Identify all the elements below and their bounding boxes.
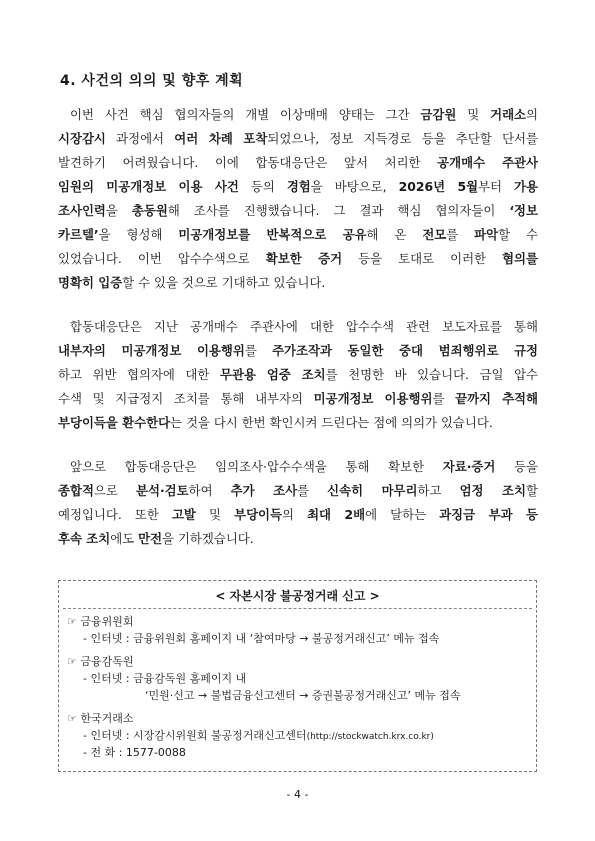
emphasis-text: 신속히 마무리 — [327, 483, 418, 498]
notice-title: < 자본시장 불공정거래 신고 > — [215, 589, 380, 603]
notice-fss-menu: ‘민원·신고 → 불법금융신고센터 → 증권불공정거래신고’ 메뉴 접속 — [145, 689, 461, 702]
paragraph-line: 하고 위반 협의자에 대한 무관용 엄중 조치를 천명한 바 있습니다. 금일 압수 — [58, 367, 539, 382]
emphasis-text: 종합적 — [58, 483, 94, 498]
notice-krx-internet — [83, 729, 434, 744]
paragraph-prior-announcement — [58, 315, 538, 435]
emphasis-text: 2026년 5월 — [398, 179, 479, 194]
emphasis-text: 공개매수 주관사 — [437, 155, 538, 170]
notice-org-fsc: ☞ 금융위원회 — [67, 615, 134, 628]
emphasis-text: 거래소 — [490, 107, 527, 122]
emphasis-text: 후속 조치 — [58, 531, 111, 546]
notice-krx-center: - 인터넷 : 시장감시위원회 불공정거래신고센터 — [83, 729, 307, 742]
paragraph-line: 부당이득을 환수한다는 것을 다시 한번 확인시켜 드린다는 점에 의의가 있습니다. — [58, 415, 493, 430]
emphasis-text: 추가 조사 — [230, 483, 298, 498]
emphasis-text: 자료·증거 — [442, 459, 496, 474]
paragraph-line: 예정입니다. 또한 고발 및 부당이득의 최대 2배에 달하는 과징금 부과 등 — [58, 507, 538, 522]
emphasis-text: 주가조작과 동일한 중대 범죄행위로 규정 — [272, 343, 539, 358]
section-heading: 4. 사건의 의의 및 향후 계획 — [60, 73, 244, 89]
paragraph-significance — [58, 103, 538, 295]
emphasis-text: 파악 — [474, 227, 499, 242]
emphasis-text: 만전 — [138, 531, 163, 546]
emphasis-text: 카르텔’ — [58, 227, 99, 242]
notice-org-krx: ☞ 한국거래소 — [67, 712, 134, 725]
notice-krx-url[interactable]: (http://stockwatch.krx.co.kr) — [306, 732, 434, 742]
report-notice-box — [58, 580, 537, 772]
emphasis-text: 총동원 — [131, 203, 168, 218]
emphasis-text: 미공개정보 이용행위 — [313, 391, 433, 406]
emphasis-text: 가용 — [514, 179, 538, 194]
notice-krx-phone: - 전 화 : 1577-0088 — [83, 746, 186, 759]
emphasis-text: 부당이득을 환수한다 — [58, 415, 171, 430]
emphasis-text: 여러 차례 포착 — [174, 131, 268, 146]
emphasis-text: 미공개정보를 반복적으로 공유 — [178, 227, 367, 242]
emphasis-text: 전모 — [422, 227, 447, 242]
paragraph-line: 임원의 미공개정보 이용 사건 등의 경험을 바탕으로, 2026년 5월부터 가용 — [58, 179, 538, 194]
notice-org-fss: ☞ 금융감독원 — [67, 655, 134, 668]
paragraph-line: 있었습니다. 이번 압수수색으로 확보한 증거 등을 토대로 이러한 혐의를 — [58, 251, 538, 266]
paragraph-line: 이번 사건 핵심 협의자들의 개별 이상매매 양태는 그간 금감원 및 거래소의 — [70, 107, 538, 122]
emphasis-text: ‘정보 — [509, 203, 538, 218]
notice-fsc-internet: - 인터넷 : 금융위원회 홈페이지 내 ‘참여마당 → 불공정거래신고’ 메뉴 접속 — [83, 632, 440, 645]
paragraph-line: 앞으로 합동대응단은 임의조사·압수수색을 통해 확보한 자료·증거 등을 — [70, 459, 538, 474]
paragraph-line: 발견하기 어려웠습니다. 이에 합동대응단은 앞서 처리한 공개매수 주관사 — [58, 155, 538, 170]
paragraph-line: 명확히 입증할 수 있을 것으로 기대하고 있습니다. — [58, 275, 326, 290]
paragraph-line: 수색 및 지급정지 조치를 통해 내부자의 미공개정보 이용행위를 끝까지 추적해 — [58, 391, 538, 406]
notice-fss-internet: - 인터넷 : 금융감독원 홈페이지 내 — [83, 672, 247, 685]
notice-divider — [63, 608, 532, 609]
emphasis-text: 시장감시 — [58, 131, 106, 146]
paragraph-future-plan — [58, 455, 538, 551]
emphasis-text: 임원의 미공개정보 이용 사건 — [58, 179, 239, 194]
emphasis-text: 과징금 부과 등 — [439, 507, 538, 522]
paragraph-line: 종합적으로 분석·검토하여 추가 조사를 신속히 마무리하고 엄정 조치할 — [58, 483, 538, 498]
emphasis-text: 분석·검토 — [136, 483, 189, 498]
emphasis-text: 내부자의 미공개정보 이용행위 — [58, 343, 245, 358]
emphasis-text: 금감원 — [420, 107, 457, 122]
emphasis-text: 엄정 조치 — [459, 483, 526, 498]
emphasis-text: 조사인력 — [58, 203, 106, 218]
paragraph-line: 합동대응단은 지난 공개매수 주관사에 대한 압수수색 관련 보도자료를 통해 — [70, 319, 538, 334]
emphasis-text: 끝까지 추적해 — [455, 391, 538, 406]
emphasis-text: 명확히 입증 — [58, 275, 123, 290]
paragraph-line: 후속 조치에도 만전을 기하겠습니다. — [58, 531, 254, 546]
paragraph-line: 시장감시 과정에서 여러 차례 포착되었으나, 정보 지득경로 등을 추단할 단서를 — [58, 131, 538, 146]
emphasis-text: 확보한 증거 — [265, 251, 343, 266]
paragraph-line: 내부자의 미공개정보 이용행위를 주가조작과 동일한 중대 범죄행위로 규정 — [58, 343, 539, 358]
paragraph-line: 카르텔’을 형성해 미공개정보를 반복적으로 공유해 온 전모를 파악할 수 — [58, 227, 538, 242]
emphasis-text: 경험 — [286, 179, 311, 194]
emphasis-text: 혐의를 — [502, 251, 538, 266]
emphasis-text: 무관용 엄중 조치 — [219, 367, 326, 382]
emphasis-text: 부당이득 — [234, 507, 282, 522]
emphasis-text: 최대 2배 — [307, 507, 366, 522]
emphasis-text: 고발 — [171, 507, 196, 522]
page-number: - 4 - — [286, 788, 309, 801]
paragraph-line: 조사인력을 총동원해 조사를 진행했습니다. 그 결과 핵심 협의자들이 ‘정보 — [58, 203, 538, 218]
